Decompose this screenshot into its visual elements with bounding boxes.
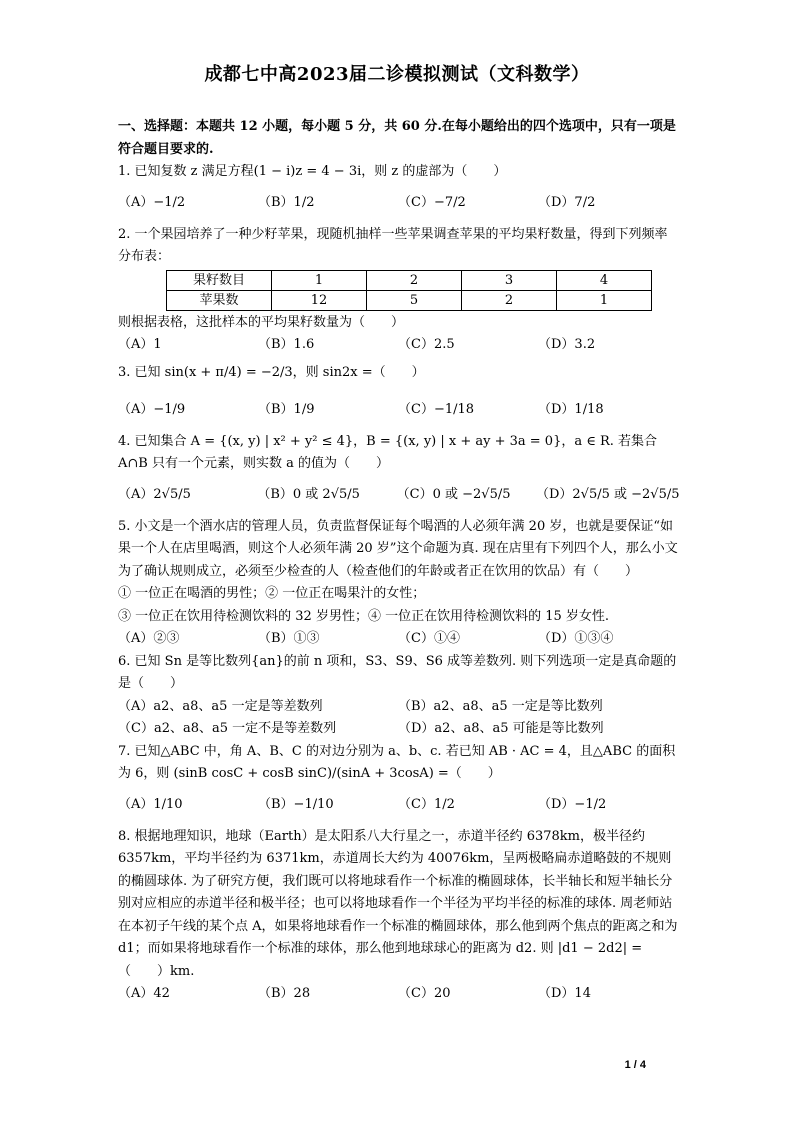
q1-option-a-text: （A）−1/2 <box>118 195 186 211</box>
q1-option-b <box>258 192 398 215</box>
q6-option-b <box>398 696 678 719</box>
q4-option-c <box>397 484 536 507</box>
q6-stem: 6. 已知 Sn 是等比数列{an}的前 n 项和，S3、S9、S6 成等差数列. 则下列选项一定是真命题的是（ ） <box>118 653 677 691</box>
q3-option-d <box>538 399 678 422</box>
q7-option-d-text: （D）−1/2 <box>538 797 607 813</box>
q3-option-b <box>258 399 398 422</box>
section-heading: 一、选择题：本题共 12 小题，每小题 5 分，共 60 分.在每小题给出的四个选项中，只有一项是符合题目要求的. <box>118 119 676 157</box>
q6-option-b-text: （B）a2、a8、a5 一定是等比数列 <box>398 698 603 714</box>
q5-option-d <box>538 628 678 651</box>
q4-option-c-text: （C）0 或 −2√5/5 <box>396 487 511 503</box>
frequency-table <box>166 270 652 311</box>
q2-option-c <box>398 334 538 357</box>
table-cell: 3 <box>462 270 557 290</box>
q1-option-b-text: （B）1/2 <box>258 195 315 211</box>
table-cell: 12 <box>272 290 367 310</box>
q7-option-d <box>538 794 678 817</box>
q5-option-a <box>118 628 258 651</box>
table-cell: 1 <box>557 290 652 310</box>
q8-option-a <box>118 983 258 1006</box>
q1-stem: 1. 已知复数 z 满足方程(1 − i)z = 4 − 3i，则 z 的虚部为（ ） <box>118 164 507 179</box>
q2-option-b <box>258 334 398 357</box>
q7-options <box>118 786 678 826</box>
q3-option-c-text: （C）−1/18 <box>398 402 475 418</box>
q5-options <box>118 628 678 651</box>
q5-option-b-text: （B）①③ <box>258 631 320 646</box>
q5-line1: ① 一位正在喝酒的男性；② 一位正在喝果汁的女性； <box>118 586 426 601</box>
q4-option-b-text: （B）0 或 2√5/5 <box>257 487 360 503</box>
q2-option-b-text: （B）1.6 <box>258 337 315 352</box>
q7-option-a <box>118 794 258 817</box>
q7-option-b <box>258 794 398 817</box>
q2-options <box>118 334 678 357</box>
q8-stem: 8. 根据地理知识，地球（Earth）是太阳系八大行星之一，赤道半径约 6378km，极半径约 6357km，平均半径约为 6371km，赤道周长大约为 40076km，呈两极略扁赤道略鼓的不规则的椭圆球体. 为了研究方便，我们既可以将地球看作一个标准的椭圆球体，长半轴长和短半轴长分别对应相应的赤道半径和极半径；也可以将地球看作一个半径为平均半径的标准的球体. 周老师站在本初子午线的某个点 A，如果将地球看作一个标准的椭圆球体，那么他到两个焦点的距离之和为 d1；而如果将地球看作一个标准的球体，那么他到地球球心的距离为 d2. 则 |d1 − 2d2| =（ ）km. <box>118 828 678 979</box>
q4-option-d <box>536 484 678 507</box>
q3-option-d-text: （D）1/18 <box>538 402 604 418</box>
table-cell: 2 <box>367 270 462 290</box>
q2-option-a-text: （A）1 <box>118 337 162 352</box>
q4-stem: 4. 已知集合 A = {(x, y) | x² + y² ≤ 4}，B = {(x, y) | x + ay + 3a = 0}，a ∈ R. 若集合 A∩B 只有一个元素，则实数 a 的值为（ ） <box>118 433 658 471</box>
q1-option-c-text: （C）−7/2 <box>398 195 466 211</box>
table-cell: 苹果数 <box>167 290 272 310</box>
q7-stem: 7. 已知△ABC 中，角 A、B、C 的对边分别为 a、b、c. 若已知 AB · AC = 4，且△ABC 的面积为 6，则 (sinB cosC + cosB sinC)/(sinA + 3cosA) =（ ） <box>118 743 676 781</box>
table-cell: 2 <box>462 290 557 310</box>
q6-option-a <box>118 696 398 719</box>
table-cell: 4 <box>557 270 652 290</box>
table-cell: 果籽数目 <box>167 270 272 290</box>
page-number: 1 / 4 <box>624 1059 646 1071</box>
q5-option-d-text: （D）①③④ <box>538 631 614 646</box>
q7-option-b-text: （B）−1/10 <box>258 797 334 813</box>
q1-option-d-text: （D）7/2 <box>538 195 596 211</box>
q3-option-a <box>118 399 258 422</box>
q7-option-c-text: （C）1/2 <box>398 797 455 813</box>
q2-option-d <box>538 334 678 357</box>
q6-options-row1 <box>118 696 678 719</box>
q5-option-c-text: （C）①④ <box>398 631 460 646</box>
q8-option-d-text: （D）14 <box>538 986 591 1001</box>
q8-option-b-text: （B）28 <box>258 986 311 1001</box>
q7-option-a-text: （A）1/10 <box>118 797 183 813</box>
q1-option-c <box>398 192 538 215</box>
q5-stem: 5. 小文是一个酒水店的管理人员，负责监督保证每个喝酒的人必须年满 20 岁，也就是要保证“如果一个人在店里喝酒，则这个人必须年满 20 岁”这个命题为真. 现在店里有下列四个人，那么小文为了确认规则成立，必须至少检查的人（检查他们的年龄或者正在饮用的饮品）有（ ） <box>118 518 678 579</box>
q2-stem: 2. 一个果园培养了一种少籽苹果，现随机抽样一些苹果调查苹果的平均果籽数量，得到下列频率分布表： <box>118 226 668 264</box>
q8-option-c <box>398 983 538 1006</box>
q6-option-d <box>398 718 678 741</box>
q4-options <box>118 476 678 516</box>
q5-option-c <box>398 628 538 651</box>
q6-option-a-text: （A）a2、a8、a5 一定是等差数列 <box>118 698 323 714</box>
q3-option-a-text: （A）−1/9 <box>118 402 186 418</box>
q4-option-b <box>257 484 396 507</box>
q6-options-row2 <box>118 718 678 741</box>
q8-option-b <box>258 983 398 1006</box>
q1-option-d <box>538 192 678 215</box>
q5-option-b <box>258 628 398 651</box>
q8-option-d <box>538 983 678 1006</box>
q6-option-c-text: （C）a2、a8、a5 一定不是等差数列 <box>118 721 337 736</box>
page-title: 成都七中高2023届二诊模拟测试（文科数学） <box>204 64 590 85</box>
table-row <box>167 270 652 290</box>
q2-option-d-text: （D）3.2 <box>538 337 596 352</box>
table-row <box>167 290 652 310</box>
q8-options <box>118 983 678 1006</box>
table-cell: 1 <box>272 270 367 290</box>
q2-after: 则根据表格，这批样本的平均果籽数量为（ ） <box>118 314 405 330</box>
q4-option-d-text: （D）2√5/5 或 −2√5/5 <box>535 487 680 503</box>
q8-option-c-text: （C）20 <box>398 986 451 1001</box>
q5-line2: ③ 一位正在饮用待检测饮料的 32 岁男性；④ 一位正在饮用待检测饮料的 15 岁女性. <box>118 608 610 624</box>
q4-option-a <box>118 484 257 507</box>
q8-option-a-text: （A）42 <box>118 986 170 1001</box>
q6-option-d-text: （D）a2、a8、a5 可能是等比数列 <box>398 721 604 736</box>
q7-option-c <box>398 794 538 817</box>
q1-options <box>118 184 678 224</box>
q3-stem: 3. 已知 sin(x + π/4) = −2/3，则 sin2x =（ ） <box>118 365 425 381</box>
content <box>118 116 678 1006</box>
q2-option-c-text: （C）2.5 <box>398 337 455 352</box>
q5-option-a-text: （A）②③ <box>118 631 180 646</box>
q2-option-a <box>118 334 258 357</box>
q4-option-a-text: （A）2√5/5 <box>118 487 191 503</box>
q6-option-c <box>118 718 398 741</box>
q1-option-a <box>118 192 258 215</box>
q3-options <box>118 391 678 431</box>
q3-option-b-text: （B）1/9 <box>258 402 315 418</box>
table-cell: 5 <box>367 290 462 310</box>
q3-option-c <box>398 399 538 422</box>
